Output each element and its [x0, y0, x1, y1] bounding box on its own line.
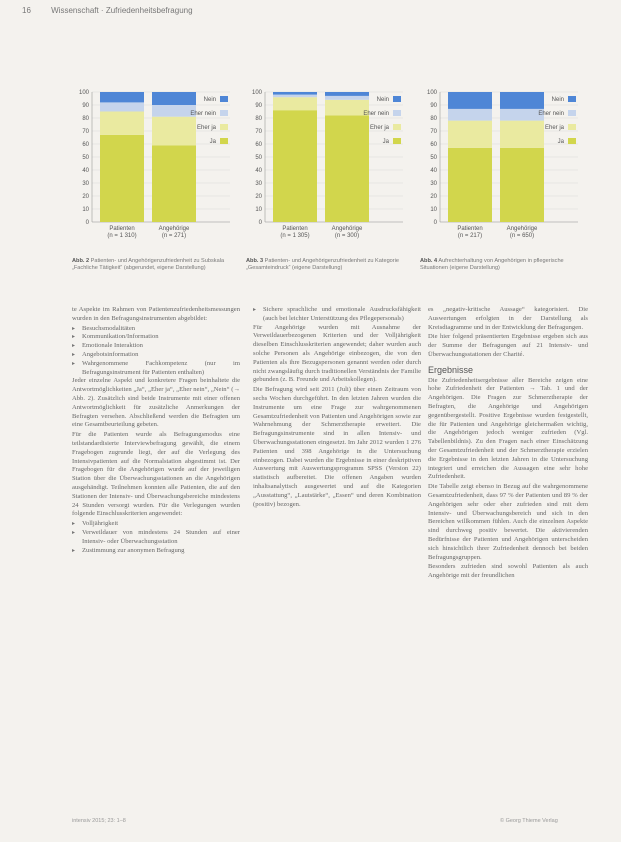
y-tick-label: 100: [78, 90, 89, 96]
y-tick-label: 60: [430, 142, 437, 148]
bar-segment: [448, 121, 492, 148]
bar-segment: [500, 121, 544, 148]
legend-label: Eher nein: [190, 111, 216, 117]
caption-label: Abb. 4: [420, 258, 438, 264]
y-tick-label: 90: [255, 103, 262, 109]
y-tick-label: 0: [258, 220, 262, 226]
bullet-list: [72, 325, 240, 378]
x-tick-label: Patienten: [109, 226, 135, 232]
legend-label: Nein: [551, 97, 564, 103]
legend-swatch: [568, 138, 576, 144]
paragraph: te Aspekte im Rahmen von Patientenzufriedenheitsmessungen wurden in den Befragungsinstrumenten abgebildet:: [72, 306, 240, 322]
bar-segment: [273, 110, 317, 222]
section-heading: Ergebnisse: [428, 364, 474, 375]
x-tick-label: (n = 1 310): [107, 233, 137, 239]
figure-caption: [420, 258, 585, 272]
y-tick-label: 80: [430, 116, 437, 122]
legend-swatch: [568, 124, 576, 130]
paragraph: es „negativ-kritische Aussage“ kategorisiert. Die Auswertungen erfolgten in der Darstellung als Kreisdiagramme und in der Entwicklung der Befragungen.: [428, 306, 588, 331]
legend-label: Ja: [382, 139, 389, 145]
y-tick-label: 10: [255, 207, 262, 213]
bar-segment: [448, 92, 492, 109]
y-tick-label: 30: [82, 181, 89, 187]
y-tick-label: 30: [430, 181, 437, 187]
list-item: ▸ Wahrgenommene Fachkompetenz (nur im Befragungsinstrument für Patienten enthalten): [72, 360, 240, 378]
caption-label: Abb. 2: [72, 258, 90, 264]
legend-label: Eher ja: [544, 125, 564, 131]
bar-segment: [152, 117, 196, 146]
caption-text: Aufrechterhaltung von Angehörigen in pflegerische Situationen (eigene Darstellung): [420, 258, 564, 272]
paragraph: Besonders zufrieden sind sowohl Patienten als auch Angehörige mit der freundlichen: [428, 563, 588, 580]
caption-text: Patienten- und Angehörigenzufriedenheit zu Kategorie „Gesamteindruck“ (eigene Darstellung): [246, 258, 400, 272]
y-tick-label: 80: [255, 116, 262, 122]
y-tick-label: 90: [430, 103, 437, 109]
legend-label: Eher nein: [538, 111, 564, 117]
y-tick-label: 30: [255, 181, 262, 187]
x-tick-label: Angehörige: [331, 226, 363, 232]
paragraph: Jeder einzelne Aspekt und konkretere Fragen beinhaltete die Antwortmöglichkeiten „Ja“, „Eher ja“, „Eher nein“, „Nein“ (→ Abb. 2). Zusätzlich sind beide Instrumente mit einer offenen Antwortmöglichkeit für zusätzliche Anmerkungen der Befragten versehen. Abschließend werden die Befragten um eine Gesamtbeurteilung gebeten.: [72, 377, 240, 429]
caption-text: Patienten- und Angehörigenzufriedenheit zu Subskala „Fachliche Tätigkeit“ (abgerundet, eigene Darstellung): [72, 258, 225, 272]
bar-segment: [500, 148, 544, 222]
y-tick-label: 20: [255, 194, 262, 200]
figure-caption: [246, 258, 411, 272]
legend-swatch: [220, 96, 228, 102]
legend-label: Ja: [557, 139, 564, 145]
bar-segment: [152, 145, 196, 222]
paragraph: Die Tabelle zeigt ebenso in Bezug auf die wahrgenommene Gesamtzufriedenheit, dass 97 % der Patienten und 89 % der Angehörigen sehr oder eher zufrieden sind mit dem Intensiv- und Überwachungsbereich und sich in den Bereichen willkommen fühlen. Auch die einzelnen Aspekte sind durchweg positiv bewertet. Die aktivierenden Bedürfnisse der Patienten und Angehörigen unterscheiden sich hinsichtlich ihrer Zufriedenheit dennoch bei beiden Befragungsgruppen.: [428, 483, 588, 561]
list-item: ▸ Zustimmung zur anonymen Befragung: [72, 547, 240, 556]
x-tick-label: (n = 1 305): [280, 233, 310, 239]
y-tick-label: 90: [82, 103, 89, 109]
y-tick-label: 100: [426, 90, 437, 96]
bar-segment: [100, 102, 144, 111]
stacked-bar-chart: [70, 86, 238, 258]
legend-swatch: [568, 110, 576, 116]
bar-segment: [273, 92, 317, 95]
y-tick-label: 0: [85, 220, 89, 226]
y-tick-label: 60: [82, 142, 89, 148]
paragraph: Die hier folgend präsentierten Ergebnisse ergeben sich aus der Summe der Befragungen auf 21 Intensiv- und Überwachungsstationen der Charité.: [428, 333, 588, 358]
bar-segment: [273, 95, 317, 98]
x-tick-label: Angehörige: [158, 226, 190, 232]
list-item: ▸ Emotionale Interaktion: [72, 342, 240, 351]
stacked-bar-chart: [243, 86, 411, 258]
bar-segment: [325, 96, 369, 100]
bar-segment: [500, 92, 544, 109]
list-item: ▸ Volljährigkeit: [72, 520, 240, 529]
legend-label: Nein: [203, 97, 216, 103]
paragraph: Für die Patienten wurde als Befragungsmodus eine teilstandardisierte Interviewbefragung gewählt, die einem Fragebogen zugrunde liegt, der auf die Verlegung des Intensivpatienten auf die Normalstation abgestimmt ist. Der Fragebogen für die Angehörigen wurde auf der jeweiligen Station über die Überwachungsstationen an die Angehörigen ausgehändigt. Teilnehmen konnten alle Patienten, die auf den Stationen der Intensiv- und Überwachungsbereiche mindestens 24 Stunden versorgt wurden. Für die Verlegungen wurden folgende Einschlusskriterien angewendet:: [72, 431, 240, 518]
list-item: ▸ Besuchsmodalitäten: [72, 325, 240, 334]
y-tick-label: 80: [82, 116, 89, 122]
stacked-bar-chart: [418, 86, 586, 258]
text-column-right: [428, 306, 588, 582]
list-item: ▸ Sichere sprachliche und emotionale Ausdrucksfähigkeit (auch bei leichter Unterstützung des Pflegepersonals): [253, 306, 421, 324]
legend-swatch: [220, 110, 228, 116]
y-tick-label: 10: [430, 207, 437, 213]
legend-label: Eher nein: [363, 111, 389, 117]
list-item: ▸ Angebotsinformation: [72, 351, 240, 360]
figure-chart-3: [243, 86, 411, 258]
legend-label: Eher ja: [369, 125, 389, 131]
y-tick-label: 40: [255, 168, 262, 174]
text-column-left: [72, 306, 240, 555]
legend-label: Nein: [376, 97, 389, 103]
y-tick-label: 20: [82, 194, 89, 200]
running-title: Wissenschaft · Zufriedenheitsbefragung: [51, 6, 193, 15]
bar-segment: [100, 112, 144, 135]
bar-segment: [100, 92, 144, 102]
bar-segment: [448, 148, 492, 222]
footer-left: intensiv 2015; 23: 1–8: [72, 818, 126, 824]
paragraph: Die Zufriedenheitsergebnisse aller Bereiche zeigen eine hohe Zufriedenheit der Patienten → Tab. 1 und der Angehörigen. Die Fragen zur Schmerztherapie der Befragten, die Angehörige und Angehörigen gegenübergestellt. Positive Ergebnisse wurden festgestellt, die für Patienten und Angehörige gleichermaßen wichtig, die Angehörigen jedoch weniger zufrieden (Vgl. Tabellenbildnis). Zu den Fragen nach einer Einschätzung der Gesamtzufriedenheit und der Schmerztherapie erzielen die Ergebnisse in den letzten Jahren in die Untersuchung integriert und erreichen die Aussagen eine sehr hohe Zufriedenheit.: [428, 376, 588, 481]
x-tick-label: (n = 650): [509, 233, 535, 239]
bar-segment: [325, 115, 369, 222]
bullet-list: [253, 306, 421, 324]
y-tick-label: 50: [255, 155, 262, 161]
y-tick-label: 20: [430, 194, 437, 200]
legend-swatch: [393, 138, 401, 144]
y-tick-label: 100: [251, 90, 262, 96]
bar-segment: [448, 109, 492, 121]
bar-segment: [325, 92, 369, 96]
legend-swatch: [393, 124, 401, 130]
list-item: ▸ Kommunikation/Information: [72, 333, 240, 342]
x-tick-label: (n = 271): [161, 233, 187, 239]
legend-swatch: [393, 110, 401, 116]
footer-right: © Georg Thieme Verlag: [500, 818, 558, 824]
y-tick-label: 0: [433, 220, 437, 226]
legend-swatch: [568, 96, 576, 102]
y-tick-label: 10: [82, 207, 89, 213]
paragraph: Für Angehörige wurden mit Ausnahme der Verweildauerbezogenen Kriterien und der Volljährigkeit dieselben Einschlusskriterien angewendet; daher wurden auch solche Personen als Angehörige einbezogen, die von den Patienten als ihre Bezugspersonen genannt werden oder durch nicht zwangsläufig durch traditionellen Verständnis der Familie gebunden (z. B. Freunde und Arbeitskollegen).: [253, 323, 421, 384]
legend-label: Eher ja: [196, 125, 216, 131]
legend-label: Ja: [209, 139, 216, 145]
figure-chart-4: [418, 86, 586, 258]
y-tick-label: 70: [430, 129, 437, 135]
bar-segment: [273, 97, 317, 110]
y-tick-label: 60: [255, 142, 262, 148]
x-tick-label: Patienten: [457, 226, 483, 232]
x-tick-label: (n = 300): [334, 233, 360, 239]
y-tick-label: 40: [82, 168, 89, 174]
y-tick-label: 50: [430, 155, 437, 161]
legend-swatch: [220, 138, 228, 144]
y-tick-label: 50: [82, 155, 89, 161]
x-tick-label: Angehörige: [506, 226, 538, 232]
running-header: [22, 6, 193, 15]
y-tick-label: 70: [255, 129, 262, 135]
y-tick-label: 70: [82, 129, 89, 135]
list-item: ▸ Verweildauer von mindestens 24 Stunden auf einer Intensiv- oder Überwachungsstation: [72, 529, 240, 547]
bar-segment: [100, 135, 144, 222]
text-column-middle: [253, 306, 421, 510]
legend-swatch: [393, 96, 401, 102]
legend-swatch: [220, 124, 228, 130]
x-tick-label: (n = 217): [457, 233, 483, 239]
bullet-list: [72, 520, 240, 555]
page-number: 16: [22, 6, 31, 15]
figure-caption: [72, 258, 237, 272]
y-tick-label: 40: [430, 168, 437, 174]
caption-label: Abb. 3: [246, 258, 264, 264]
paragraph: Die Befragung wird seit 2011 (Juli) über einen Zeitraum von sechs Wochen durchgeführt. In den letzten Jahren wurden die Instrumente um eine Frage zur wahrgenommenen Gesamtzufriedenheit von Patienten und Angehörigen sowie zur Wahrnehmung der Schmerztherapie erweitert. Die Befragungsinstrumente sind in allen Intensiv- und Überwachungsstationen eingesetzt. Im Jahr 2012 wurden 1 276 Patienten und 398 Angehörige in die Untersuchung einbezogen. Dabei wurden die Ergebnisse in einer deskriptiven Auswertung mit Auswertungsprogramm SPSS (Version 22) statistisch aufbereitet. Die offenen Angaben wurden inhaltsanalytisch ausgewertet und auf die Kategorien „Ausstattung“, „Lautstärke“, „Essen“ und deren Kombination (positiv) bezogen.: [253, 386, 421, 508]
x-tick-label: Patienten: [282, 226, 308, 232]
bar-segment: [152, 92, 196, 105]
figure-chart-2: [70, 86, 238, 258]
